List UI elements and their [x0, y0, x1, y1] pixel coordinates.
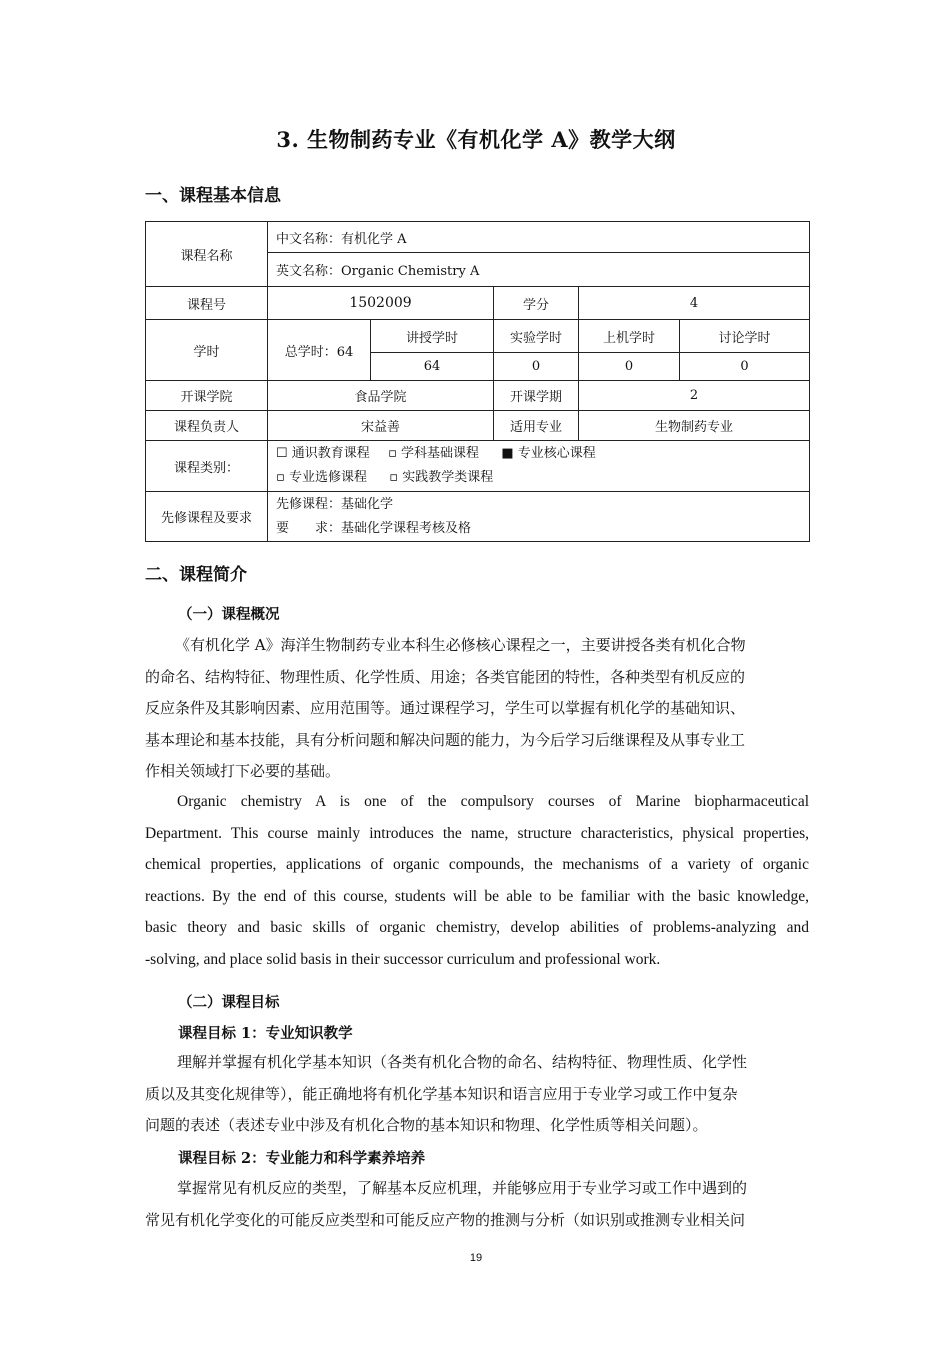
semester-label: 开课学期 [494, 381, 579, 411]
text-line: 的命名、结构特征、物理性质、化学性质、用途；各类官能团的特性，各种类型有机反应的 [145, 667, 746, 686]
category-label: 课程类别： [146, 441, 268, 492]
page-title: 3. 生物制药专业《有机化学 A》教学大纲 [276, 127, 676, 152]
checkbox-small-icon: ▫ [276, 470, 285, 485]
goal1-paragraph [145, 1047, 809, 1142]
discussion-hours-label: 讨论学时 [680, 320, 810, 353]
prereq-cell [268, 492, 810, 542]
checkbox-small-icon: ▫ [389, 470, 399, 485]
checkbox-small-icon: ▫ [388, 446, 397, 461]
text-line: reactions. By the end of this course, students will be able to be familiar with the basic knowledge, [145, 887, 809, 905]
goal1-title: 课程目标 1：专业知识教学 [178, 1025, 353, 1042]
semester-value: 2 [579, 381, 810, 411]
lab-hours-value: 0 [494, 353, 579, 381]
text-line: 《有机化学 A》海洋生物制药专业本科生必修核心课程之一，主要讲授各类有机化合物 [175, 636, 746, 654]
section-heading-intro: 二、课程简介 [145, 565, 247, 585]
section-heading-basic-info: 一、课程基本信息 [145, 186, 281, 206]
text-line: -solving, and place solid basis in their successor curriculum and professional work. [145, 950, 661, 968]
hours-total: 总学时：64 [268, 320, 371, 381]
subheading-overview: （一）课程概况 [178, 606, 280, 623]
category-discipline-basic: 学科基础课程 [401, 446, 480, 461]
prereq-label: 先修课程及要求 [146, 492, 268, 542]
goal2-title: 课程目标 2：专业能力和科学素养培养 [178, 1150, 426, 1167]
credit-label: 学分 [494, 287, 579, 320]
course-name-en: 英文名称：Organic Chemistry A [268, 253, 810, 287]
discussion-hours-value: 0 [680, 353, 810, 381]
hours-label: 学时 [146, 320, 268, 381]
overview-paragraph-cn [145, 630, 809, 788]
prereq-course: 先修课程：基础化学 [276, 496, 394, 512]
checkbox-filled-icon: ■ [501, 446, 514, 461]
text-line: 常见有机化学变化的可能反应类型和可能反应产物的推测与分析（如识别或推测专业相关问 [145, 1210, 746, 1229]
text-line: chemical properties, applications of organic compounds, the mechanisms of a variety of organic [145, 856, 809, 873]
credit-value: 4 [579, 287, 810, 320]
course-code-label: 课程号 [146, 287, 268, 320]
college-value: 食品学院 [268, 381, 494, 411]
course-info-table [145, 221, 810, 542]
prereq-requirement: 要 求：基础化学课程考核及格 [276, 520, 472, 536]
college-label: 开课学院 [146, 381, 268, 411]
subheading-goals: （二）课程目标 [178, 994, 280, 1011]
category-practice: 实践教学类课程 [402, 470, 494, 485]
text-line: basic theory and basic skills of organic chemistry, develop abilities of problems-analyzing and [145, 919, 809, 936]
lab-hours-label: 实验学时 [494, 320, 579, 353]
course-code-value: 1502009 [268, 287, 494, 320]
text-line: 质以及其变化规律等），能正确地将有机化学基本知识和语言应用于专业学习或工作中复杂 [145, 1084, 738, 1103]
text-line: 掌握常见有机反应的类型，了解基本反应机理，并能够应用于专业学习或工作中遇到的 [177, 1179, 748, 1197]
computer-hours-label: 上机学时 [579, 320, 680, 353]
category-general: 通识教育课程 [291, 446, 370, 461]
owner-label: 课程负责人 [146, 411, 268, 441]
goal2-paragraph [145, 1173, 809, 1236]
category-major-core: 专业核心课程 [517, 446, 596, 461]
computer-hours-value: 0 [579, 353, 680, 381]
owner-value: 宋益善 [268, 411, 494, 441]
category-options [268, 441, 810, 492]
major-label: 适用专业 [494, 411, 579, 441]
page-number: 19 [469, 1252, 483, 1264]
text-line: 作相关领域打下必要的基础。 [145, 762, 341, 780]
text-line: Department. This course mainly introduces the name, structure characteristics, physical properties, [145, 824, 809, 842]
text-line: Organic chemistry A is one of the compulsory courses of Marine biopharmaceutical [177, 793, 809, 810]
text-line: 反应条件及其影响因素、应用范围等。通过课程学习，学生可以掌握有机化学的基础知识、 [145, 699, 746, 717]
checkbox-empty-icon: ☐ [276, 446, 288, 461]
text-line: 问题的表述（表述专业中涉及有机化合物的基本知识和物理、化学性质等相关问题）。 [145, 1116, 708, 1134]
lecture-hours-label: 讲授学时 [371, 320, 494, 353]
overview-paragraph-en [145, 786, 809, 975]
lecture-hours-value: 64 [371, 353, 494, 381]
course-name-label: 课程名称 [146, 222, 268, 287]
text-line: 基本理论和基本技能，具有分析问题和解决问题的能力，为今后学习后继课程及从事专业工 [145, 730, 746, 749]
text-line: 理解并掌握有机化学基本知识（各类有机化合物的命名、结构特征、物理性质、化学性 [177, 1053, 748, 1071]
category-major-elective: 专业选修课程 [288, 470, 367, 485]
major-value: 生物制药专业 [579, 411, 810, 441]
course-name-cn: 中文名称：有机化学 A [268, 222, 810, 253]
